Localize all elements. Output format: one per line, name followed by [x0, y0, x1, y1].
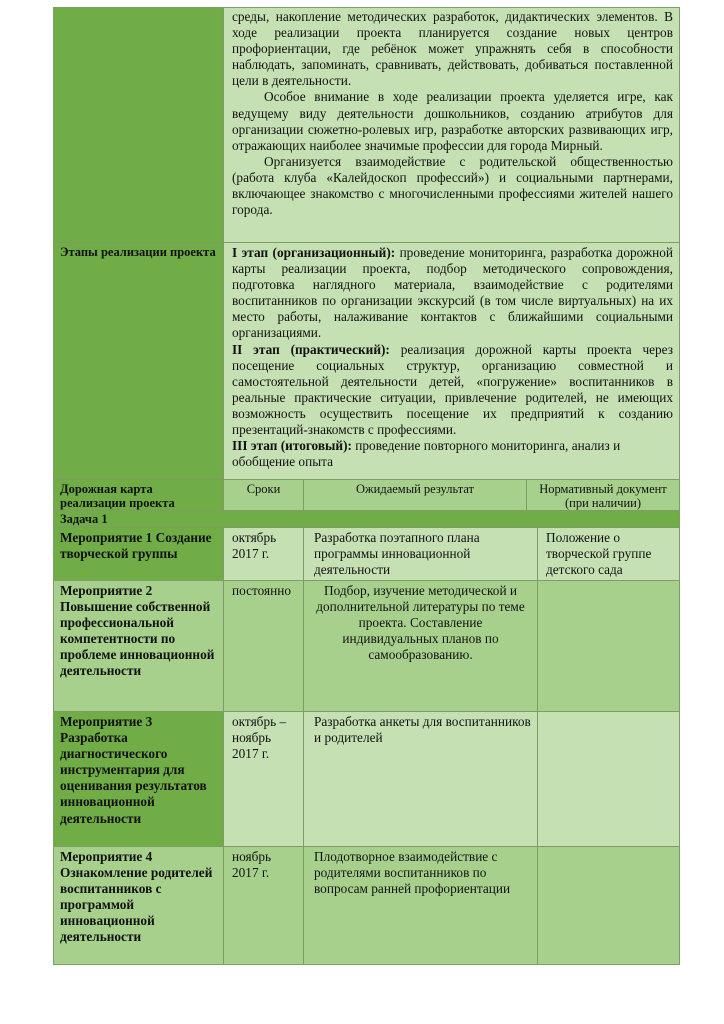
activity-3-doc: [537, 712, 679, 846]
activity-3-dates: октябрь – ноябрь 2017 г.: [223, 712, 303, 846]
intro-row: [53, 7, 680, 243]
activity-2-name: Мероприятие 2 Повышение собственной профессиональной компетентности по проблеме инновационной деятельности: [54, 581, 223, 711]
task-label: Задача 1: [54, 511, 679, 527]
stages-text-cell: [223, 243, 679, 479]
activity-row-3: [53, 712, 680, 847]
activity-row-1: [53, 528, 680, 581]
activity-2-doc: [537, 581, 679, 711]
intro-paragraph-2: Особое внимание в ходе реализации проекта уделяется игре, как ведущему виду деятельности дошкольников, созданию атрибутов для организации сюжетно-ролевых игр, разработке авторских развивающих игр, отражающих наиболее значимые профессии для города Мирный.: [232, 89, 673, 153]
stage-3-title: III этап (итоговый):: [232, 438, 352, 454]
intro-paragraph-1: среды, накопление методических разработок, дидактических элементов. В ходе реализации проекта планируется создание новых центров профориентации, где ребёнок может упражнять себя в способности наблюдать, запоминать, сравнивать, действовать, добиваться поставленной цели в деятельности.: [232, 9, 673, 89]
stage-1: [232, 245, 673, 342]
activity-1-name: Мероприятие 1 Создание творческой группы: [54, 528, 223, 580]
activity-1-dates: октябрь 2017 г.: [223, 528, 303, 580]
stage-2: [232, 342, 673, 439]
activity-3-result: Разработка анкеты для воспитанников и родителей: [303, 712, 537, 846]
activity-2-dates: постоянно: [223, 581, 303, 711]
stage-1-text: проведение мониторинга, разработка дорожной карты реализации проекта, подбор методического сопровождения, подготовка наглядного материала, взаимодействие с родителями воспитанников по организации экскурсий (в том числе виртуальных) на их место работы, налаживание контактов с ближайшими социальными организациями.: [232, 245, 674, 341]
activity-1-doc: Положение о творческой группе детского сада: [537, 528, 679, 580]
stages-row: [53, 243, 680, 480]
activity-4-dates: ноябрь 2017 г.: [223, 847, 303, 964]
activity-2-result: Подбор, изучение методической и дополнительной литературы по теме проекта. Составление индивидуальных планов по самообразованию.: [303, 581, 537, 711]
col-result-header: Ожидаемый результат: [303, 480, 526, 510]
stage-2-text: реализация дорожной карты проекта через посещение социальных структур, организацию совместной и самостоятельной деятельности детей, «погружение» воспитанников в реальные практические ситуации, привлечение родителей, не имеющих возможность осуществить посещение их предприятий к созданию презентаций-знакомств с профессиями.: [232, 341, 673, 438]
activity-4-result: Плодотворное взаимодействие с родителями воспитанников по вопросам ранней профориентации: [303, 847, 537, 964]
document-page: [53, 7, 680, 965]
task-row: [53, 511, 680, 528]
col-dates-header: Сроки: [223, 480, 303, 510]
intro-label-cell: [54, 8, 223, 242]
stage-3-text: проведение повторного мониторинга, анализ и обобщение опыта: [232, 438, 621, 470]
col-doc-header: Нормативный документ (при наличии): [526, 480, 679, 510]
activity-1-result: Разработка поэтапного плана программы инновационной деятельности: [303, 528, 537, 580]
roadmap-label: Дорожная карта реализации проекта: [54, 480, 223, 510]
stage-3: [232, 438, 673, 470]
roadmap-header-row: [53, 480, 680, 511]
intro-text-cell: [223, 8, 679, 242]
activity-row-2: [53, 581, 680, 712]
intro-paragraph-3: Организуется взаимодействие с родительской общественностью (работа клуба «Калейдоскоп профессий») и социальными партнерами, включающее знакомство с многочисленными профессиями жителей нашего города.: [232, 153, 673, 218]
activity-row-4: [53, 847, 680, 965]
stage-2-title: II этап (практический):: [232, 341, 390, 357]
activity-3-name: Мероприятие 3 Разработка диагностического инструментария для оценивания результатов инновационной деятельности: [54, 712, 223, 846]
stage-1-title: I этап (организационный):: [232, 245, 396, 260]
activity-4-name: Мероприятие 4 Ознакомление родителей воспитанников с программой инновационной деятельности: [54, 847, 223, 964]
stages-label: Этапы реализации проекта: [54, 243, 223, 479]
activity-4-doc: [537, 847, 679, 964]
